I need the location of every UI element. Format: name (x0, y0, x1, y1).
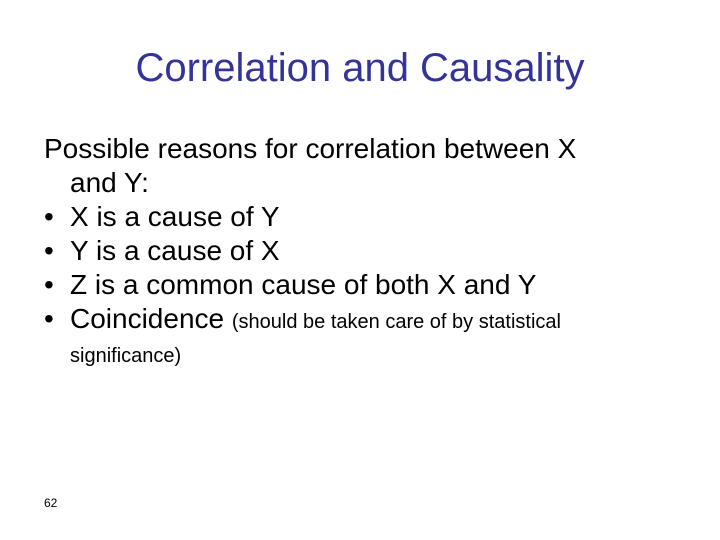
slide-title: Correlation and Causality (135, 46, 585, 90)
intro-line-2: and Y: (70, 167, 149, 198)
bullet-item-y-causes-x (44, 234, 684, 268)
bullet-item-coincidence (44, 302, 684, 373)
bullet-icon: • (44, 303, 54, 334)
bullet-note-continued: significance) (70, 345, 182, 367)
intro-text (44, 132, 684, 200)
bullet-item-common-cause (44, 268, 684, 302)
bullet-text: X is a cause of Y (70, 201, 280, 232)
intro-line-1: Possible reasons for correlation between X (44, 133, 577, 164)
slide-body (44, 132, 684, 373)
bullet-text: Coincidence (70, 303, 225, 334)
bullet-text: Y is a cause of X (70, 235, 280, 266)
bullet-item-x-causes-y (44, 200, 684, 234)
page-number: 62 (44, 496, 58, 510)
bullet-icon: • (44, 201, 54, 232)
bullet-list (44, 200, 684, 373)
bullet-text: Z is a common cause of both X and Y (70, 269, 537, 300)
bullet-icon: • (44, 269, 54, 300)
bullet-note: (should be taken care of by statistical (231, 311, 561, 333)
bullet-icon: • (44, 235, 54, 266)
